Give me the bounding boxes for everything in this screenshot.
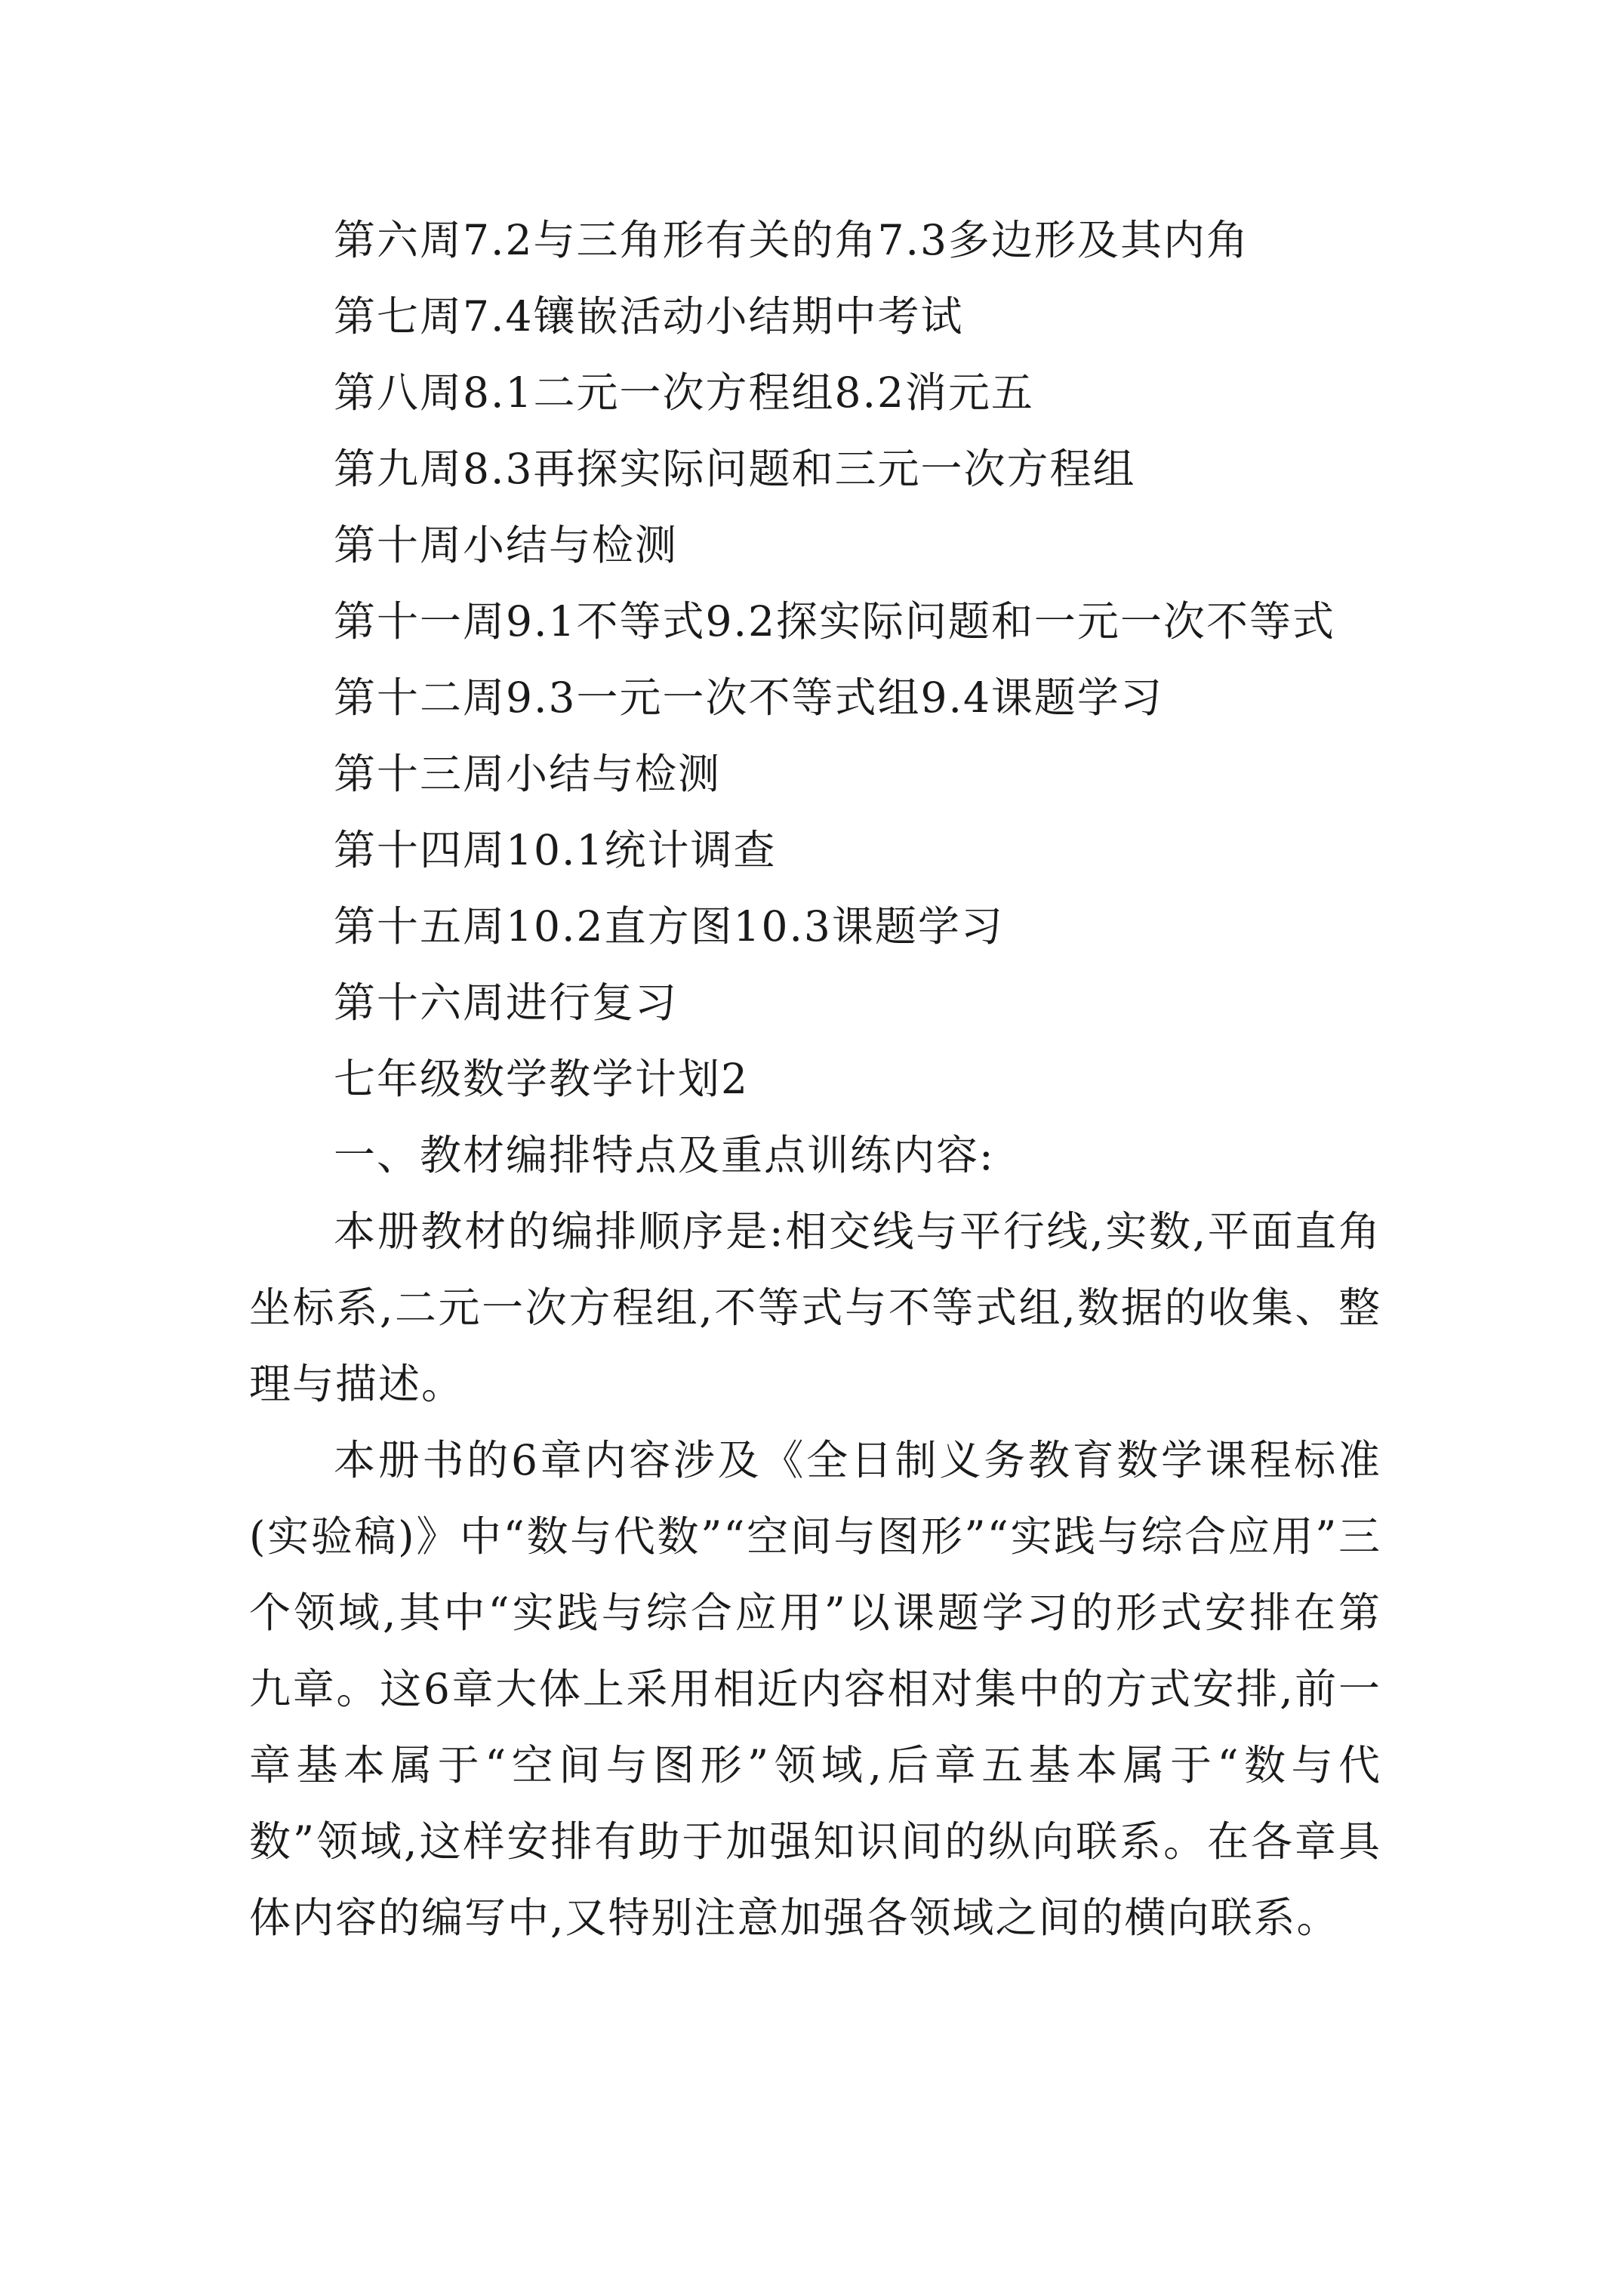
- schedule-line: 第十六周进行复习: [334, 978, 679, 1027]
- paragraph-chapter-content: 本册书的6章内容涉及《全日制义务教育数学课程标准(实验稿)》中“数与代数”“空间与图形”“实践与综合应用”三个领域,其中“实践与综合应用”以课题学习的形式安排在第九章。这6章大体上采用相近内容相对集中的方式安排,前一章基本属于“空间与图形”领域,后章五基本属于“数与代数”领域,这样安排有助于加强知识间的纵向联系。在各章具体内容的编写中,又特别注意加强各领域之间的横向联系。: [249, 1436, 1381, 1942]
- schedule-line: 第十五周10.2直方图10.3课题学习: [334, 902, 1004, 951]
- schedule-line: 第十三周小结与检测: [334, 750, 722, 798]
- schedule-line: 第六周7.2与三角形有关的角7.3多边形及其内角: [334, 216, 1249, 264]
- schedule-line: 第八周8.1二元一次方程组8.2消元五: [334, 368, 1034, 417]
- plan-title: 七年级数学教学计划2: [334, 1055, 749, 1103]
- document-body: [249, 202, 1381, 1956]
- schedule-line: 第七周7.4镶嵌活动小结期中考试: [334, 292, 964, 341]
- schedule-line: 第九周8.3再探实际问题和三元一次方程组: [334, 445, 1136, 493]
- schedule-line: 第十二周9.3一元一次不等式组9.4课题学习: [334, 673, 1163, 722]
- schedule-line: 第十周小结与检测: [334, 521, 679, 569]
- schedule-line: 第十一周9.1不等式9.2探实际问题和一元一次不等式: [334, 597, 1335, 646]
- section-heading: 一、教材编排特点及重点训练内容:: [334, 1131, 995, 1179]
- schedule-line: 第十四周10.1统计调查: [334, 826, 777, 874]
- paragraph-textbook-order: 本册教材的编排顺序是:相交线与平行线,实数,平面直角坐标系,二元一次方程组,不等式与不等式组,数据的收集、整理与描述。: [249, 1207, 1381, 1408]
